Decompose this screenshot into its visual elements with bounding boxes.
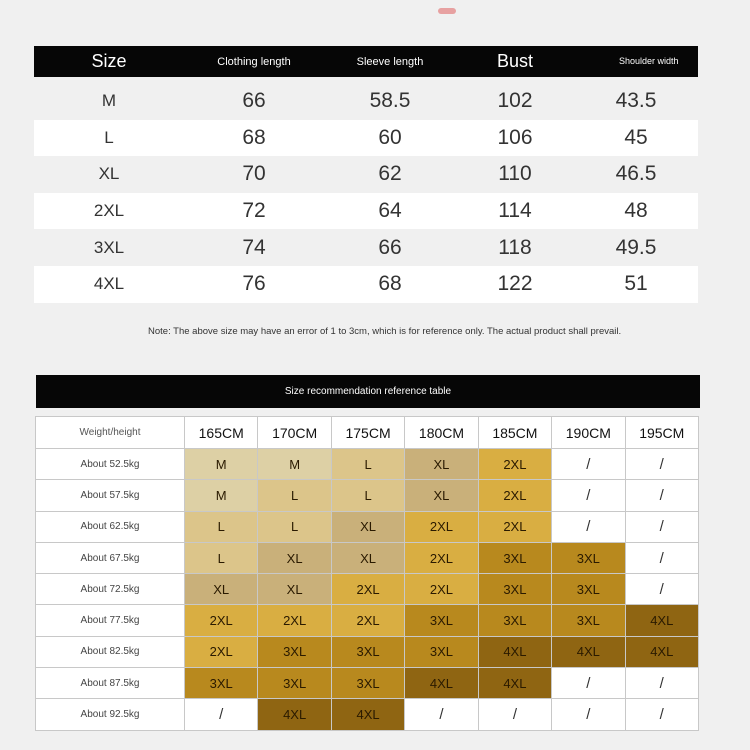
recommendation-row	[36, 480, 699, 511]
size-value: 114	[498, 199, 532, 223]
size-value: 64	[378, 199, 402, 223]
size-value: 68	[378, 272, 402, 296]
height-header: 180CM	[405, 417, 478, 449]
size-cell: 2XL	[258, 605, 331, 636]
size-value: 66	[242, 89, 266, 113]
size-value: 118	[498, 235, 532, 259]
not-available-cell: /	[625, 668, 698, 699]
size-cell: XL	[258, 574, 331, 605]
size-cell: 4XL	[258, 699, 331, 730]
weight-label: About 82.5kg	[36, 636, 185, 667]
weight-label: About 57.5kg	[36, 480, 185, 511]
size-cell: 2XL	[405, 511, 478, 542]
size-cell: M	[258, 449, 331, 480]
size-cell: 3XL	[552, 574, 625, 605]
decorative-mark	[438, 8, 456, 14]
size-value: 66	[378, 235, 402, 259]
size-value: 70	[242, 162, 266, 186]
header-bust: Bust	[496, 51, 534, 71]
not-available-cell: /	[552, 480, 625, 511]
size-cell: 2XL	[478, 449, 551, 480]
recommendation-row	[36, 574, 699, 605]
size-cell: 3XL	[331, 636, 404, 667]
size-cell: L	[185, 511, 258, 542]
size-chart-row	[34, 229, 698, 266]
size-cell: 2XL	[185, 636, 258, 667]
size-cell: 2XL	[405, 542, 478, 573]
height-header: 195CM	[625, 417, 698, 449]
recommendation-table	[35, 416, 699, 731]
recommendation-row	[36, 542, 699, 573]
size-label: 3XL	[93, 237, 125, 257]
size-value: 58.5	[369, 89, 411, 113]
size-cell: XL	[331, 542, 404, 573]
size-chart-body	[34, 83, 698, 303]
not-available-cell: /	[552, 668, 625, 699]
weight-label: About 87.5kg	[36, 668, 185, 699]
size-cell: XL	[331, 511, 404, 542]
header-sleeve-length: Sleeve length	[356, 55, 424, 68]
size-chart-header	[34, 46, 698, 77]
size-value: 122	[497, 272, 533, 296]
size-value: 106	[497, 125, 533, 149]
size-cell: 4XL	[552, 636, 625, 667]
size-chart-row	[34, 120, 698, 157]
size-cell: 2XL	[478, 511, 551, 542]
height-header: 175CM	[331, 417, 404, 449]
size-cell: XL	[405, 480, 478, 511]
weight-label: About 62.5kg	[36, 511, 185, 542]
not-available-cell: /	[625, 542, 698, 573]
size-cell: 4XL	[625, 605, 698, 636]
not-available-cell: /	[625, 699, 698, 730]
size-value: 45	[624, 125, 648, 149]
size-label: M	[101, 91, 117, 111]
size-value: 60	[378, 125, 402, 149]
height-header: 190CM	[552, 417, 625, 449]
header-clothing-length: Clothing length	[217, 55, 291, 68]
size-value: 51	[624, 272, 648, 296]
weight-label: About 52.5kg	[36, 449, 185, 480]
size-cell: 3XL	[478, 605, 551, 636]
size-cell: 3XL	[552, 605, 625, 636]
size-chart-table	[34, 46, 698, 303]
size-cell: 3XL	[405, 636, 478, 667]
weight-label: About 67.5kg	[36, 542, 185, 573]
size-cell: 3XL	[552, 542, 625, 573]
size-cell: XL	[185, 574, 258, 605]
size-value: 76	[242, 272, 266, 296]
size-cell: L	[258, 511, 331, 542]
size-value: 74	[242, 235, 266, 259]
not-available-cell: /	[405, 699, 478, 730]
size-value: 62	[378, 162, 402, 186]
not-available-cell: /	[625, 480, 698, 511]
header-size: Size	[91, 51, 127, 71]
size-cell: 3XL	[478, 574, 551, 605]
size-cell: XL	[405, 449, 478, 480]
size-chart-row	[34, 266, 698, 303]
size-cell: 2XL	[478, 480, 551, 511]
recommendation-row	[36, 668, 699, 699]
size-value: 46.5	[615, 162, 657, 186]
corner-label: Weight/height	[36, 417, 185, 449]
size-value: 72	[242, 199, 266, 223]
size-value: 102	[497, 89, 533, 113]
weight-label: About 72.5kg	[36, 574, 185, 605]
size-cell: L	[258, 480, 331, 511]
size-label: XL	[98, 164, 120, 184]
size-cell: 2XL	[331, 574, 404, 605]
recommendation-title: Size recommendation reference table	[36, 375, 700, 408]
weight-label: About 77.5kg	[36, 605, 185, 636]
size-value: 68	[242, 125, 266, 149]
not-available-cell: /	[625, 511, 698, 542]
size-cell: 4XL	[478, 668, 551, 699]
not-available-cell: /	[625, 449, 698, 480]
height-header: 170CM	[258, 417, 331, 449]
height-header: 185CM	[478, 417, 551, 449]
size-cell: M	[185, 480, 258, 511]
size-cell: M	[185, 449, 258, 480]
size-cell: L	[331, 449, 404, 480]
not-available-cell: /	[478, 699, 551, 730]
size-cell: XL	[258, 542, 331, 573]
size-value: 48	[624, 199, 648, 223]
height-header: 165CM	[185, 417, 258, 449]
size-chart-row	[34, 83, 698, 120]
size-cell: 3XL	[258, 636, 331, 667]
size-note: Note: The above size may have an error of 1 to 3cm, which is for reference only. The actual product shall prevail.	[148, 326, 622, 337]
size-label: 2XL	[93, 201, 125, 221]
weight-label: About 92.5kg	[36, 699, 185, 730]
size-label: L	[104, 127, 114, 147]
size-cell: 4XL	[478, 636, 551, 667]
size-cell: 3XL	[478, 542, 551, 573]
size-chart-row	[34, 193, 698, 230]
size-value: 43.5	[615, 89, 657, 113]
size-cell: L	[185, 542, 258, 573]
size-cell: 4XL	[625, 636, 698, 667]
size-cell: 4XL	[405, 668, 478, 699]
recommendation-row	[36, 605, 699, 636]
size-value: 49.5	[615, 235, 657, 259]
size-cell: 3XL	[331, 668, 404, 699]
size-cell: 2XL	[185, 605, 258, 636]
not-available-cell: /	[625, 574, 698, 605]
size-cell: 3XL	[258, 668, 331, 699]
size-cell: 3XL	[405, 605, 478, 636]
size-cell: 4XL	[331, 699, 404, 730]
recommendation-row	[36, 699, 699, 730]
not-available-cell: /	[552, 449, 625, 480]
size-cell: 3XL	[185, 668, 258, 699]
recommendation-row	[36, 636, 699, 667]
size-chart-row	[34, 156, 698, 193]
size-cell: 2XL	[331, 605, 404, 636]
not-available-cell: /	[185, 699, 258, 730]
recommendation-row	[36, 449, 699, 480]
size-cell: 2XL	[405, 574, 478, 605]
size-cell: L	[331, 480, 404, 511]
size-label: 4XL	[93, 274, 125, 294]
size-value: 110	[498, 162, 532, 186]
recommendation-row	[36, 511, 699, 542]
recommendation-header-row	[36, 417, 699, 449]
not-available-cell: /	[552, 511, 625, 542]
not-available-cell: /	[552, 699, 625, 730]
header-shoulder-width: Shoulder width	[619, 56, 679, 66]
